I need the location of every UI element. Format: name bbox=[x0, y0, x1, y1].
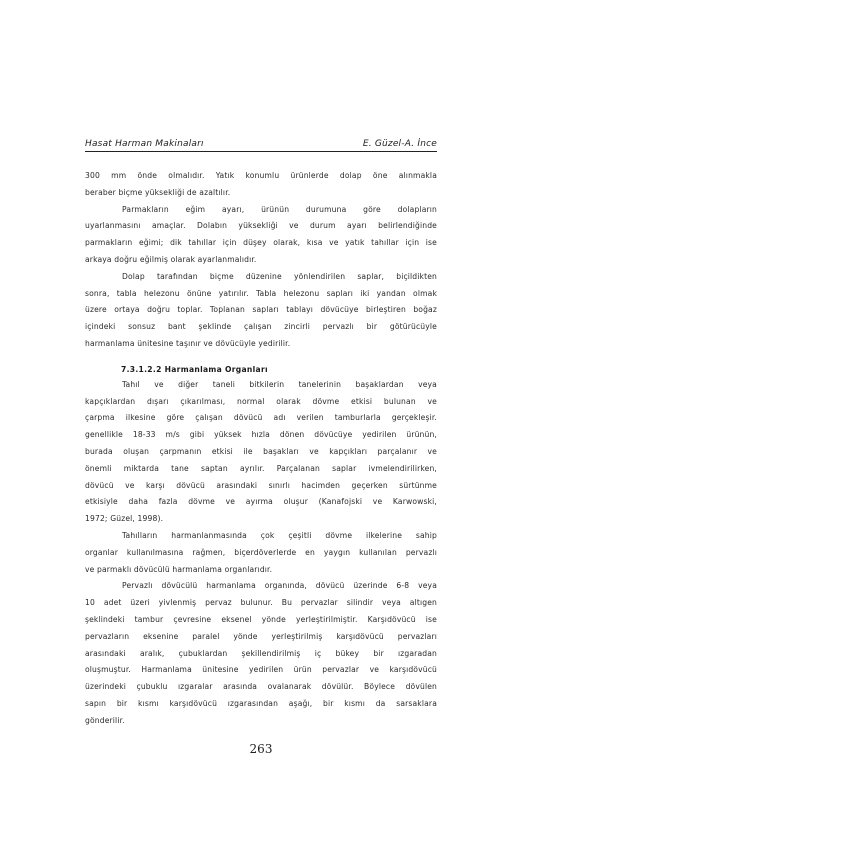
paragraph bbox=[85, 528, 437, 578]
text-line: ve parmaklı dövücülü harmanlama organlarıdır. bbox=[85, 564, 273, 574]
paragraph bbox=[85, 578, 437, 729]
text-line: 300 mm önde olmalıdır. Yatık konumlu ürünlerde dolap öne alınmakla bbox=[85, 171, 437, 180]
text-line: uyarlanmasını amaçlar. Dolabın yüksekliği ve durum ayarı belirlendiğinde bbox=[85, 221, 437, 231]
paragraph bbox=[85, 202, 437, 269]
body-text bbox=[85, 168, 437, 730]
text-line: Tahıl ve diğer taneli bitkilerin tanelerinin başaklardan veya bbox=[122, 379, 437, 389]
text-line: arasındaki aralık, çubuklardan şekillendirilmiş iç bükey bir ızgaradan bbox=[85, 648, 437, 658]
text-line: Pervazlı dövücülü harmanlama organında, dövücü üzerinde 6-8 veya bbox=[122, 581, 437, 591]
text-line: şeklindeki tambur çevresine eksenel yönde yerleştirilmiştir. Karşıdövücü ise bbox=[85, 614, 437, 624]
text-line: beraber biçme yüksekliği de azaltılır. bbox=[85, 187, 231, 197]
text-line: harmanlama ünitesine taşınır ve dövücüyle yedirilir. bbox=[85, 338, 291, 348]
text-line: parmakların eğimi; dik tahıllar için düşey olarak, kısa ve yatık tahıllar için ise bbox=[85, 238, 437, 248]
text-line: dövücü ve karşı dövücü arasındaki sınırlı hacimden geçerken sürtünme bbox=[85, 480, 437, 490]
text-line: Tahılların harmanlanmasında çok çeşitli dövme ilkelerine sahip bbox=[122, 530, 437, 540]
text-line: üzerindeki çubuklu ızgaralar arasında ovalanarak dövülür. Böylece dövülen bbox=[85, 682, 437, 692]
text-line: 1972; Güzel, 1998). bbox=[85, 514, 164, 524]
paragraph bbox=[85, 168, 437, 202]
header-book-title: Hasat Harman Makinaları bbox=[85, 139, 204, 149]
paragraph bbox=[85, 377, 437, 528]
section-gap bbox=[85, 353, 437, 363]
text-line: genellikle 18-33 m/s gibi yüksek hızla dönen dövücüye yedirilen ürünün, bbox=[85, 430, 437, 440]
text-line: gönderilir. bbox=[85, 715, 125, 725]
text-line: etkisiyle daha fazla dövme ve ayırma oluşur (Kanafojski ve Karwowski, bbox=[85, 497, 437, 507]
text-line: kapçıklardan dışarı çıkarılması, normal olarak dövme etkisi bulunan ve bbox=[85, 396, 437, 406]
text-line: içindeki sonsuz bant şeklinde çalışan zincirli pervazlı bir götürücüyle bbox=[85, 322, 437, 332]
text-line: oluşmuştur. Harmanlama ünitesine yedirilen ürün pervazlar ve karşıdövücü bbox=[85, 665, 437, 675]
paragraph bbox=[85, 269, 437, 353]
running-header bbox=[85, 139, 437, 152]
text-line: organlar kullanılmasına rağmen, biçerdöverlerde en yaygın kullanılan pervazlı bbox=[85, 547, 437, 557]
text-line: pervazların eksenine paralel yönde yerleştirilmiş karşıdövücü pervazları bbox=[85, 631, 437, 641]
text-line: Dolap tarafından biçme düzenine yönlendirilen saplar, biçildikten bbox=[122, 271, 437, 281]
text-line: sapın bir kısmı karşıdövücü ızgarasından aşağı, bir kısmı da sarsaklara bbox=[85, 698, 437, 708]
header-authors: E. Güzel-A. İnce bbox=[362, 139, 437, 149]
text-line: Parmakların eğim ayarı, ürünün durumuna göre dolapların bbox=[122, 204, 437, 214]
page-number: 263 bbox=[249, 742, 273, 756]
text-line: 10 adet üzeri yivlenmiş pervaz bulunur. Bu pervazlar silindir veya altıgen bbox=[85, 598, 437, 608]
text-line: sonra, tabla helezonu önüne yatırılır. Tabla helezonu sapları iki yandan olmak bbox=[85, 288, 437, 298]
text-line: burada oluşan çarpmanın etkisi ile başakları ve kapçıkları parçalanır ve bbox=[85, 446, 437, 456]
text-line: arkaya doğru eğilmiş olarak ayarlanmalıdır. bbox=[85, 254, 257, 264]
text-line: çarpma ilkesine göre çalışan dövücü adı verilen tamburlarla gerçekleşir. bbox=[85, 413, 437, 423]
section-heading: 7.3.1.2.2 Harmanlama Organları bbox=[121, 364, 268, 374]
text-line: üzere ortaya doğru toplar. Toplanan sapları tablayı dövücüye birleştiren boğaz bbox=[85, 305, 437, 315]
text-line: önemli miktarda tane saptan ayrılır. Parçalanan saplar ivmelendirilirken, bbox=[85, 463, 437, 473]
